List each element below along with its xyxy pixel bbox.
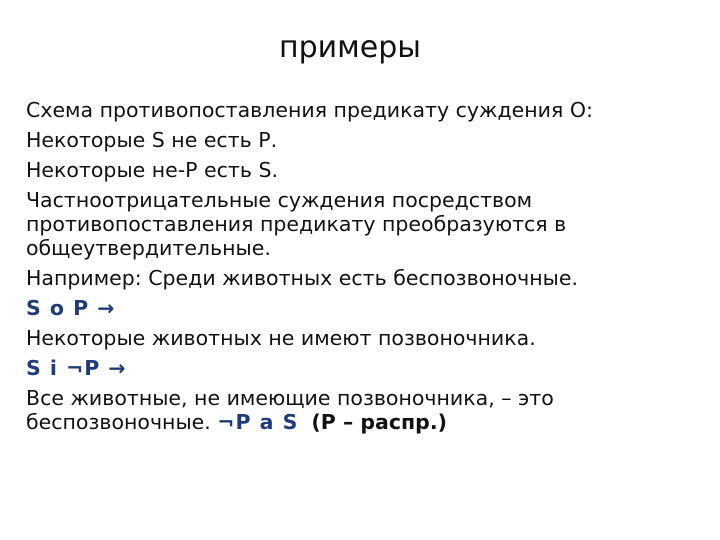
text-line: Некоторые животных не имеют позвоночника. bbox=[26, 326, 536, 350]
paragraph bbox=[26, 188, 706, 260]
slide-title: примеры bbox=[279, 30, 421, 65]
formula-span: ¬P a S bbox=[217, 410, 299, 434]
text-span: беспозвоночные. bbox=[26, 410, 218, 434]
text-line: Некоторые не-Р есть S. bbox=[26, 158, 279, 182]
text-line: противопоставления предикату преобразуются в bbox=[26, 212, 567, 236]
text-line: Частноотрицательные суждения посредством bbox=[26, 188, 533, 212]
text-line: Все животные, не имеющие позвоночника, – это bbox=[26, 386, 554, 410]
note-span: (Р – распр.) bbox=[311, 410, 447, 434]
slide-body bbox=[26, 95, 706, 437]
text-line: Например: Среди животных есть беспозвоночные. bbox=[26, 266, 578, 290]
paragraph bbox=[26, 386, 706, 434]
text-line: общеутвердительные. bbox=[26, 236, 271, 260]
text-line: Схема противопоставления предикату суждения О: bbox=[26, 98, 593, 122]
text-line: Некоторые S не есть Р. bbox=[26, 128, 278, 152]
text-line bbox=[26, 410, 706, 434]
formula-line: S i ¬P → bbox=[26, 356, 127, 380]
formula-line: S o P → bbox=[26, 296, 116, 320]
